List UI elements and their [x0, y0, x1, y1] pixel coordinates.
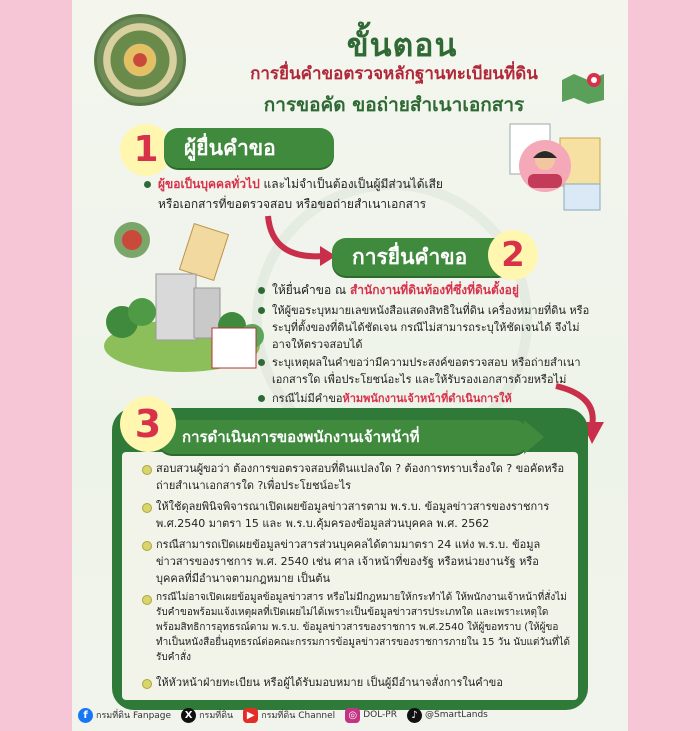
tiktok-link[interactable]: ♪ @SmartLands	[407, 708, 488, 723]
subtitle-line2: การขอคัด ขอถ่ายสำเนาเอกสาร	[263, 94, 525, 116]
step3-item1: สอบสวนผู้ขอว่า ต้องการขอตรวจสอบที่ดินแปลงใด ? ต้องการทราบเรื่องใด ? ขอคัดหรือถ่ายสำเนาเอกสารใด ?เพื่อประโยชน์อะไร	[156, 462, 565, 492]
youtube-link[interactable]: ▶ กรมที่ดิน Channel	[243, 708, 335, 723]
map-pin-icon	[560, 70, 606, 104]
x-link[interactable]: X กรมที่ดิน	[181, 708, 233, 723]
social-footer	[78, 704, 598, 726]
step2-number: 2	[488, 230, 538, 280]
page-title: ขั้นตอน	[346, 26, 458, 64]
step3-item5: ให้หัวหน้าฝ่ายทะเบียน หรือผู้ได้รับมอบหมาย เป็นผู้มีอำนาจสั่งการในคำขอ	[156, 674, 566, 691]
step3-number: 3	[120, 396, 176, 452]
poster	[72, 0, 628, 731]
step2-item3: ระบุเหตุผลในคำขอว่ามีความประสงค์ขอตรวจสอบ หรือถ่ายสำเนาเอกสารใด เพื่อประโยชน์อะไร และให้รับรองเอกสารด้วยหรือไม่	[272, 354, 590, 388]
step2-item2: ให้ผู้ขอระบุหมายเลขหนังสือแสดงสิทธิในที่ดิน เครื่องหมายที่ดิน หรือระบุที่ตั้งของที่ดินได้ชัดเจน กรณีไม่สามารถระบุให้ชัดเจนได้ จึงไม่อาจให้ตรวจสอบได้	[272, 302, 598, 353]
facebook-icon: f	[78, 708, 93, 723]
step2-item4: กรณีไม่มีคำขอห้ามพนักงานเจ้าหน้าที่ดำเนินการให้	[272, 390, 590, 407]
step1-line2: หรือเอกสารที่ขอตรวจสอบ หรือขอถ่ายสำเนาเอกสาร	[158, 197, 427, 211]
step3-heading: การดำเนินการของพนักงานเจ้าหน้าที่	[158, 420, 528, 454]
instagram-link[interactable]: ◎ DOL-PR	[345, 708, 397, 723]
step3-item4: กรณีไม่อาจเปิดเผยข้อมูลข้อมูลข่าวสาร หรือไม่มีกฎหมายให้กระทำได้ ให้พนักงานเจ้าหน้าที่สั่งไม่รับคำขอพร้อมแจ้งเหตุผลที่เปิดเผยไม่ได้เพราะเป็นข้อมูลข่าวสารประเภทใด และเพราะเหตุใด พร้อมสิทธิการอุทธรณ์ตาม พ.ร.บ. ข้อมูลข่าวสารของราชการ พ.ศ.2540 ให้ผู้ขอทราบ (ให้ผู้ขอทำเป็นหนังสือยื่นอุทธรณ์ต่อคณะกรรมการข้อมูลข่าวสารของราชการภายใน 15 วัน นับแต่วันที่ได้รับคำสั่ง	[156, 592, 570, 663]
curved-arrow-icon	[262, 212, 342, 272]
tiktok-icon: ♪	[407, 708, 422, 723]
subtitle-line1: การยื่นคำขอตรวจหลักฐานทะเบียนที่ดิน	[250, 64, 538, 84]
document-person-icon	[500, 118, 620, 218]
step3-item2: ให้ใช้ดุลยพินิจพิจารณาเปิดเผยข้อมูลข่าวสารตาม พ.ร.บ. ข้อมูลข่าวสารของราชการ พ.ศ.2540 มาตรา 15 และ พ.ร.บ.คุ้มครองข้อมูลส่วนบุคคล พ.ศ. 2562	[156, 498, 566, 532]
step1-heading: ผู้ยื่นคำขอ	[164, 128, 334, 168]
step1-line1: ผู้ขอเป็นบุคคลทั่วไป และไม่จำเป็นต้องเป็นผู้มีส่วนได้เสีย	[158, 176, 488, 193]
step2-heading: การยื่นคำขอ	[332, 238, 512, 276]
facebook-link[interactable]: f กรมที่ดิน Fanpage	[78, 708, 171, 723]
instagram-icon: ◎	[345, 708, 360, 723]
department-seal-logo	[94, 14, 186, 106]
x-icon: X	[181, 708, 196, 723]
youtube-icon: ▶	[243, 708, 258, 723]
step3-item3: กรณีสามารถเปิดเผยข้อมูลข่าวสารส่วนบุคคลได้ตามมาตรา 24 แห่ง พ.ร.บ. ข้อมูลข่าวสารของราชการ พ.ศ. 2540 เช่น ศาล เจ้าหน้าที่ของรัฐ หรือหน่วยงานรัฐ หรือบุคคลที่มีอำนาจตามกฎหมาย เป็นต้น	[156, 536, 566, 587]
step2-item1: ให้ยื่นคำขอ ณ สำนักงานที่ดินท้องที่ซึ่งที่ดินตั้งอยู่	[272, 282, 602, 299]
land-building-illustration-icon	[102, 218, 272, 378]
step1-number: 1	[120, 124, 172, 176]
